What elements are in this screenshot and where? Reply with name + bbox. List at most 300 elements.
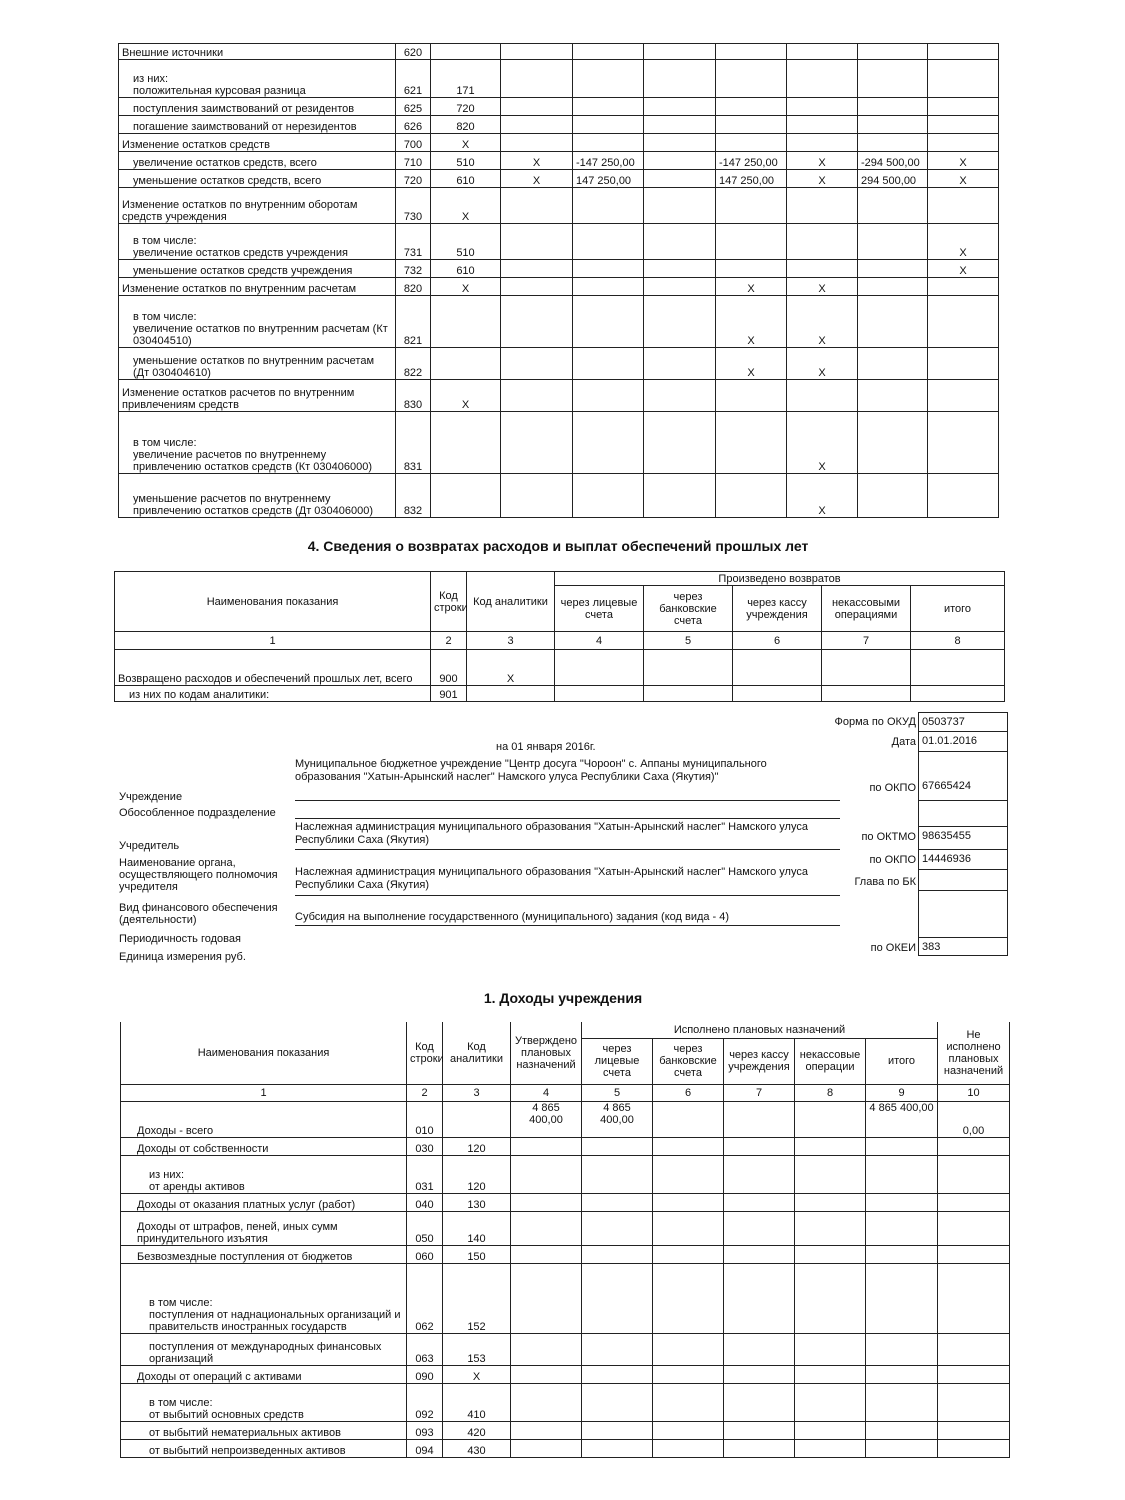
cell-c9 [858,224,928,260]
cell-c9 [858,348,928,380]
cell-c4 [501,260,573,278]
cell-empty [724,1333,795,1365]
s1-col-number: 10 [938,1084,1010,1101]
s1-header-c5: через лицевые счета [582,1038,653,1084]
cell-an: 171 [431,60,501,98]
cell-c10 [938,1137,1010,1155]
s1-col-number: 7 [724,1084,795,1101]
cell-c4 [511,1421,582,1439]
sources-row [119,60,999,98]
cell-code: 620 [396,44,431,60]
row-name: Доходы - всего [121,1101,407,1137]
cell-c9 [858,44,928,60]
oktmo-value: 98635455 [922,830,971,842]
cell-code: 062 [407,1263,443,1333]
cell-c5 [573,474,644,518]
cell-empty [724,1155,795,1193]
sources-row [119,116,999,134]
row-name: Доходы от оказания платных услуг (работ) [121,1193,407,1211]
on-date: на 01 января 2016г. [496,741,596,753]
cell-c10 [938,1421,1010,1439]
row-name: в том числе: увеличение расчетов по внутреннему привлечению остатков средств (Кт 030406000) [119,412,396,474]
s4-row-code: 901 [431,686,467,702]
cell-c10 [928,98,999,116]
cell-c7: -147 250,00 [716,152,787,170]
cell-c4 [511,1137,582,1155]
cell-c5: -147 250,00 [573,152,644,170]
cell-c8 [787,60,858,98]
cell-code: 832 [396,474,431,518]
okpo-label: по ОКПО [869,782,916,794]
cell-c4 [511,1383,582,1421]
cell-empty [724,1365,795,1383]
cell-c5 [573,296,644,348]
cell-c6 [644,224,716,260]
cell-code: 060 [407,1245,443,1263]
cell-an: 410 [443,1383,511,1421]
s4-header-an: Код аналитики [467,572,555,632]
s4-cell [555,686,644,702]
income-row [121,1439,1010,1457]
okei-label: по ОКЕИ [870,942,916,954]
s4-cell [911,650,1005,686]
cell-c8: X [787,296,858,348]
cell-c5 [573,116,644,134]
row-name: Изменение остатков средств [119,134,396,152]
s1-header-c10: Не исполнено плановых назначений [938,1022,1010,1084]
cell-c10: X [928,170,999,188]
cell-c9 [866,1155,938,1193]
fin-label: Вид финансового обеспечения (деятельности) [119,902,278,926]
row-name: Доходы от операций с активами [121,1365,407,1383]
cell-empty [653,1333,724,1365]
cell-empty [724,1383,795,1421]
cell-c10 [928,44,999,60]
s4-col-number: 7 [822,632,911,650]
s4-cell [733,650,822,686]
cell-c10 [938,1155,1010,1193]
sources-row [119,474,999,518]
cell-code: 090 [407,1365,443,1383]
cell-c10 [938,1365,1010,1383]
branch-label: Обособленное подразделение [119,807,276,819]
cell-an: 130 [443,1193,511,1211]
row-name: Безвозмездные поступления от бюджетов [121,1245,407,1263]
cell-empty [653,1365,724,1383]
cell-c4 [511,1263,582,1333]
cell-an: 820 [431,116,501,134]
cell-c8: X [787,412,858,474]
cell-c8: X [787,170,858,188]
cell-empty [795,1421,866,1439]
s1-col-number: 1 [121,1084,407,1101]
cell-an [431,44,501,60]
cell-c5 [582,1245,653,1263]
cell-c5 [573,98,644,116]
cell-an: 152 [443,1263,511,1333]
s4-header-c6: через кассу учреждения [733,586,822,632]
income-row [121,1365,1010,1383]
okpo2-value: 14446936 [922,853,971,865]
cell-code: 730 [396,188,431,224]
cell-c4 [501,348,573,380]
cell-c10 [938,1263,1010,1333]
cell-c6 [644,412,716,474]
cell-code: 732 [396,260,431,278]
cell-c6 [644,348,716,380]
cell-c7 [716,44,787,60]
cell-an: X [431,188,501,224]
cell-c10 [938,1333,1010,1365]
cell-c4 [501,188,573,224]
okpo-value: 67665424 [922,780,971,792]
cell-an: 510 [431,224,501,260]
cell-c4 [511,1211,582,1245]
cell-c10 [928,474,999,518]
cell-code: 831 [396,412,431,474]
cell-an: X [443,1365,511,1383]
cell-empty [795,1245,866,1263]
cell-c7 [716,188,787,224]
cell-c6 [644,116,716,134]
s4-header-code: Код строки [431,572,467,632]
cell-c7 [716,260,787,278]
row-name: поступления заимствований от резидентов [119,98,396,116]
s1-header-c8: некассовые операции [795,1038,866,1084]
cell-c5 [573,60,644,98]
section4-title: 4. Сведения о возвратах расходов и выплат обеспечений прошлых лет [307,538,809,554]
cell-empty [653,1211,724,1245]
cell-empty [724,1137,795,1155]
cell-c10 [938,1211,1010,1245]
inst-label: Учреждение [119,791,183,803]
cell-c6 [644,278,716,296]
s4-header-c5: через банковские счета [644,586,733,632]
cell-c10 [928,278,999,296]
cell-c5 [582,1193,653,1211]
cell-c5 [573,44,644,60]
sources-row [119,296,999,348]
cell-c7 [716,98,787,116]
row-name: в том числе: увеличение остатков по внутренним расчетам (Кт 030404510) [119,296,396,348]
cell-c4 [501,60,573,98]
cell-code: 621 [396,60,431,98]
sources-row [119,224,999,260]
cell-empty [724,1421,795,1439]
s1-header-an: Код аналитики [443,1022,511,1084]
cell-c10 [938,1245,1010,1263]
cell-c10 [938,1439,1010,1457]
cell-c4 [511,1333,582,1365]
glava-label: Глава по БК [854,876,916,888]
cell-c10 [928,348,999,380]
s1-header-c7: через кассу учреждения [724,1038,795,1084]
cell-c4 [501,116,573,134]
sources-row [119,44,999,60]
sources-row [119,380,999,412]
cell-an: 153 [443,1333,511,1365]
cell-code: 626 [396,116,431,134]
s1-col-number: 6 [653,1084,724,1101]
s4-col-number: 6 [733,632,822,650]
cell-code: 031 [407,1155,443,1193]
income-row [121,1333,1010,1365]
cell-c4 [501,296,573,348]
income-row [121,1155,1010,1193]
unit-label: Единица измерения руб. [119,951,246,963]
s4-cell [822,686,911,702]
cell-code: 093 [407,1421,443,1439]
cell-code: 010 [407,1101,443,1137]
cell-c5 [582,1211,653,1245]
returns-table [114,571,1005,702]
cell-an: X [431,134,501,152]
cell-an: 610 [431,260,501,278]
okpo2-label: по ОКПО [869,854,916,866]
cell-empty [724,1263,795,1333]
s1-col-number: 5 [582,1084,653,1101]
cell-c10: X [928,152,999,170]
cell-c5 [573,380,644,412]
cell-an: 610 [431,170,501,188]
cell-c7: X [716,278,787,296]
cell-c4 [511,1439,582,1457]
s4-cell [911,686,1005,702]
s4-header-name: Наименования показания [115,572,431,632]
cell-empty [653,1193,724,1211]
sources-row [119,348,999,380]
row-name: из них: положительная курсовая разница [119,60,396,98]
cell-empty [724,1211,795,1245]
s1-col-number: 3 [443,1084,511,1101]
cell-c6 [644,474,716,518]
cell-c9 [858,260,928,278]
cell-c10: X [928,224,999,260]
cell-c8 [787,260,858,278]
cell-an: 510 [431,152,501,170]
s4-header-c4: через лицевые счета [555,586,644,632]
cell-c8 [787,188,858,224]
cell-c8 [787,44,858,60]
organ-label: Наименование органа, осуществляющего полномочия учредителя [119,857,278,893]
founder-label: Учредитель [119,840,180,852]
cell-an [431,412,501,474]
row-name: Доходы от штрафов, пеней, иных сумм принудительного изъятия [121,1211,407,1245]
fin-value: Субсидия на выполнение государственного (муниципального) задания (код вида - 4) [295,911,730,923]
s1-header-c6: через банковские счета [653,1038,724,1084]
s4-col-number: 1 [115,632,431,650]
date-value: 01.01.2016 [922,735,978,747]
row-name: погашение заимствований от нерезидентов [119,116,396,134]
income-row [121,1193,1010,1211]
s4-row-an: X [467,650,555,686]
s1-col-number: 8 [795,1084,866,1101]
cell-c9 [866,1211,938,1245]
cell-c4 [501,98,573,116]
cell-c9 [866,1439,938,1457]
cell-c9 [858,474,928,518]
cell-c9 [866,1365,938,1383]
s1-col-number: 9 [866,1084,938,1101]
sources-row [119,260,999,278]
cell-an: 120 [443,1137,511,1155]
s4-cell [555,650,644,686]
cell-empty [795,1193,866,1211]
cell-c7: 147 250,00 [716,170,787,188]
cell-empty [653,1383,724,1421]
cell-c4 [501,278,573,296]
sources-row [119,278,999,296]
s1-header-code: Код строки [407,1022,443,1084]
cell-an: 430 [443,1439,511,1457]
row-name: из них: от аренды активов [121,1155,407,1193]
okud-value: 0503737 [922,716,965,728]
cell-empty [653,1263,724,1333]
s1-header-group: Исполнено плановых назначений [582,1022,938,1038]
cell-c5 [582,1155,653,1193]
cell-c6 [644,152,716,170]
cell-c5 [573,412,644,474]
cell-c4 [501,44,573,60]
cell-an [431,474,501,518]
sources-row [119,188,999,224]
okei-value: 383 [922,941,941,953]
cell-c9 [858,380,928,412]
s4-header-c8: итого [911,586,1005,632]
cell-empty [795,1439,866,1457]
cell-c6 [644,134,716,152]
cell-empty [795,1211,866,1245]
cell-c7 [716,134,787,152]
cell-an [443,1101,511,1137]
cell-code: 720 [396,170,431,188]
cell-c9 [866,1333,938,1365]
row-name: Внешние источники [119,44,396,60]
cell-c9 [858,116,928,134]
cell-c7 [716,116,787,134]
row-name: от выбытий непроизведенных активов [121,1439,407,1457]
s1-header-name: Наименования показания [121,1022,407,1084]
cell-empty [724,1439,795,1457]
cell-an [431,296,501,348]
cell-c10 [928,188,999,224]
cell-c5: 4 865 400,00 [582,1101,653,1137]
s4-cell [644,650,733,686]
cell-c5 [573,260,644,278]
cell-c10 [928,412,999,474]
cell-c5 [573,348,644,380]
cell-an: 420 [443,1421,511,1439]
cell-c10: 0,00 [938,1101,1010,1137]
cell-c10 [928,296,999,348]
cell-code: 820 [396,278,431,296]
cell-c8: X [787,348,858,380]
cell-c5 [582,1263,653,1333]
cell-an: 720 [431,98,501,116]
cell-c4 [511,1193,582,1211]
period-label: Периодичность годовая [119,933,241,945]
cell-code: 030 [407,1137,443,1155]
row-name: Изменение остатков по внутренним расчетам [119,278,396,296]
cell-c7 [716,224,787,260]
cell-c4 [501,380,573,412]
cell-c6 [644,170,716,188]
cell-c4: X [501,170,573,188]
cell-c10 [928,60,999,98]
cell-c5 [573,278,644,296]
income-row [121,1421,1010,1439]
cell-code: 040 [407,1193,443,1211]
cell-c5 [573,134,644,152]
row-name: уменьшение остатков средств учреждения [119,260,396,278]
cell-c9 [858,278,928,296]
cell-code: 822 [396,348,431,380]
cell-c9: 4 865 400,00 [866,1101,938,1137]
cell-empty [653,1421,724,1439]
income-table [120,1022,1010,1458]
sources-row [119,412,999,474]
cell-c9 [866,1137,938,1155]
row-name: уменьшение остатков средств, всего [119,170,396,188]
cell-c8 [787,224,858,260]
income-row [121,1211,1010,1245]
sources-row [119,170,999,188]
cell-c5 [573,224,644,260]
cell-c7 [716,474,787,518]
row-name: в том числе: поступления от наднациональных организаций и правительств иностранных государств [121,1263,407,1333]
cell-c4 [501,474,573,518]
income-row [121,1137,1010,1155]
cell-c6 [644,44,716,60]
founder-value: Наслежная администрация муниципального образования "Хатын-Арынский наслег" Намского улуса Республики Саха (Якутия) [295,821,808,846]
cell-empty [653,1439,724,1457]
cell-c8 [787,116,858,134]
cell-code: 625 [396,98,431,116]
cell-c9: -294 500,00 [858,152,928,170]
s1-col-number: 4 [511,1084,582,1101]
cell-c9 [858,188,928,224]
oktmo-label: по ОКТМО [861,831,916,843]
s4-row-name: Возвращено расходов и обеспечений прошлых лет, всего [115,650,431,686]
cell-an: X [431,380,501,412]
cell-c6 [644,188,716,224]
okud-label: Форма по ОКУД [834,716,916,728]
cell-c4 [511,1365,582,1383]
row-name: Доходы от собственности [121,1137,407,1155]
row-name: в том числе: от выбытий основных средств [121,1383,407,1421]
cell-c7 [716,60,787,98]
cell-c4 [511,1245,582,1263]
cell-empty [795,1333,866,1365]
cell-empty [724,1193,795,1211]
cell-c5 [582,1333,653,1365]
cell-empty [795,1155,866,1193]
cell-code: 092 [407,1383,443,1421]
row-name: уменьшение остатков по внутренним расчетам (Дт 030404610) [119,348,396,380]
cell-c4: 4 865 400,00 [511,1101,582,1137]
cell-code: 094 [407,1439,443,1457]
cell-an: 120 [443,1155,511,1193]
cell-c9 [858,296,928,348]
s4-cell [733,686,822,702]
inst-value: Муниципальное бюджетное учреждение "Центр досуга "Чороон" с. Аппаны муниципального образования "Хатын-Арынский наслег" Намского улуса Республики Саха (Якутия)" [295,758,767,783]
row-name: поступления от международных финансовых организаций [121,1333,407,1365]
s4-col-number: 5 [644,632,733,650]
cell-c9 [866,1421,938,1439]
cell-c4: X [501,152,573,170]
cell-c6 [644,296,716,348]
cell-c6 [644,260,716,278]
